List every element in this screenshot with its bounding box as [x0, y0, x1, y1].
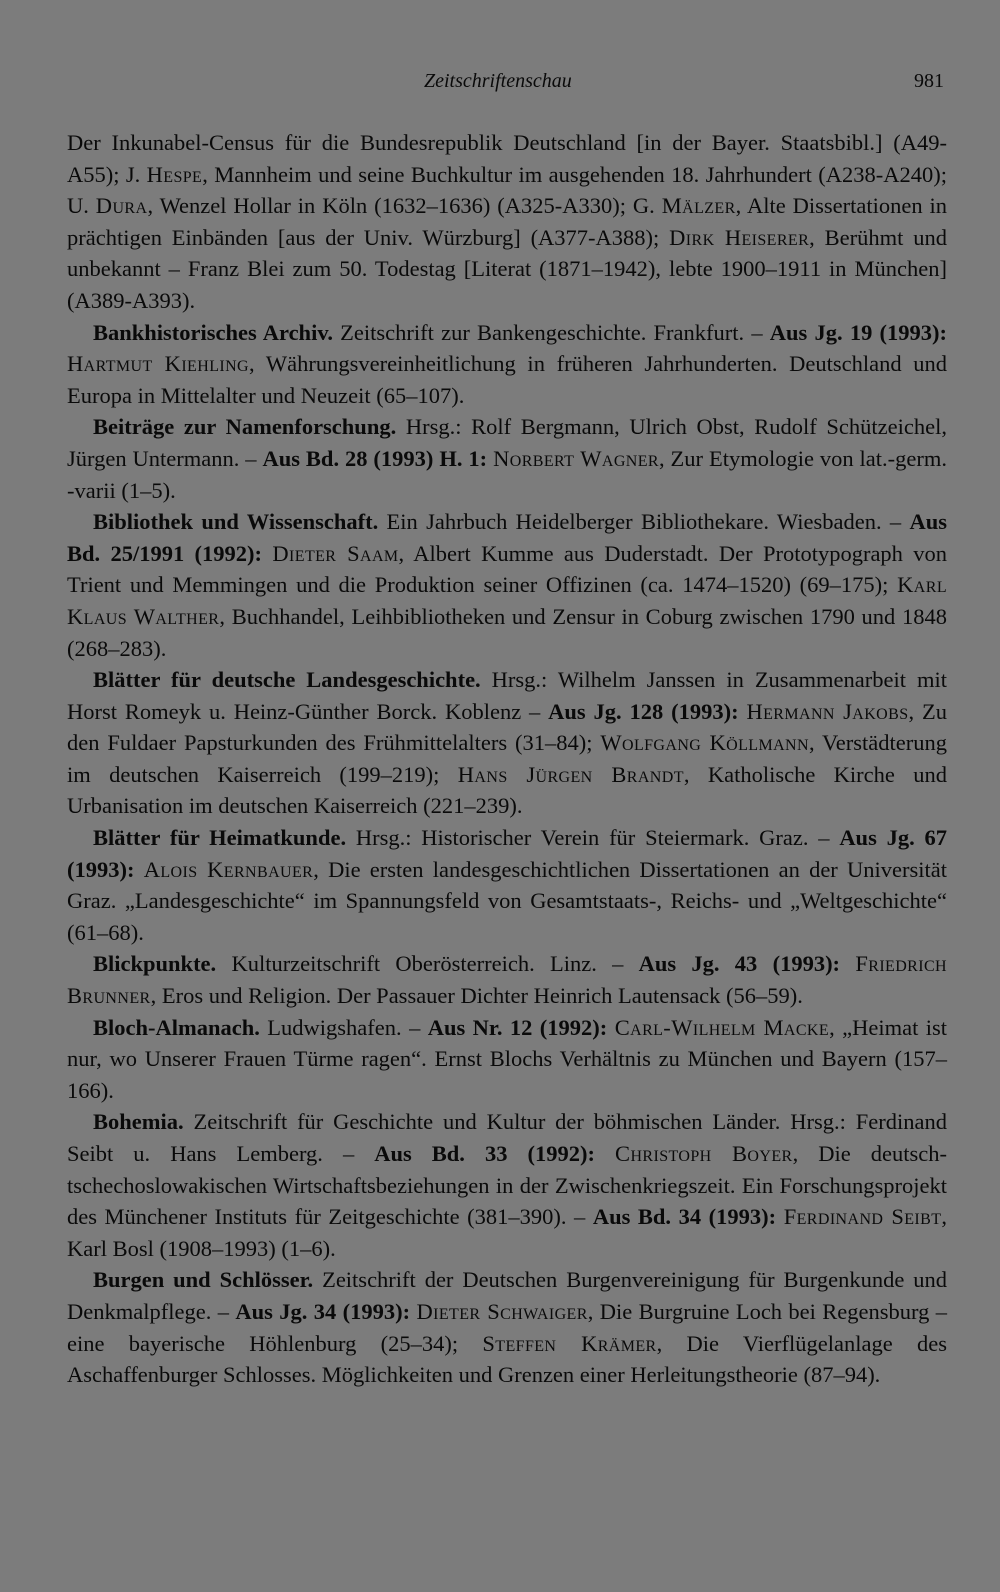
- author-name: Dieter Schwaiger: [416, 1298, 588, 1324]
- journal-entry: [67, 664, 947, 822]
- journal-title-bold: Aus Nr. 12 (1992):: [427, 1014, 608, 1040]
- journal-entry: [67, 506, 947, 664]
- entry-text: Hrsg.: Rolf Bergmann, Ulrich Obst, Rudolf Schützeichel, Jürgen Untermann. –: [67, 414, 947, 471]
- author-name: Steffen Krämer: [482, 1330, 657, 1356]
- author-name: Dura: [95, 193, 148, 219]
- journal-title-bold: Aus Bd. 28 (1993) H. 1:: [262, 445, 488, 471]
- running-head: [0, 70, 1000, 106]
- entry-text: [776, 1204, 784, 1229]
- journal-title-bold: Blickpunkte.: [93, 951, 217, 977]
- entry-text: , Katholische Kirche und Urbanisation im deutschen Kaiserreich (221–239).: [67, 761, 947, 819]
- journal-title-bold: Aus Jg. 19 (1993):: [769, 319, 948, 345]
- entry-text: Hrsg.: Wilhelm Janssen in Zusammenarbeit mit Horst Romeyk u. Heinz-Günther Borck. Koblenz –: [67, 667, 947, 724]
- entry-text: , Zur Etymologie von lat.-germ. -varii (1–5).: [67, 445, 948, 503]
- author-name: Ferdinand Seibt: [783, 1204, 942, 1230]
- entry-text: , Währungsvereinheitlichung in früheren Jahrhunderten. Deutschland und Europa in Mittelalter und Neuzeit (65–107).: [67, 351, 948, 408]
- author-name: Hartmut Kiehling: [67, 351, 250, 377]
- entry-text: Zeitschrift zur Bankengeschichte. Frankfurt. –: [332, 319, 770, 345]
- running-title: Zeitschriftenschau: [424, 70, 572, 92]
- journal-title-bold: Blätter für deutsche Landesgeschichte.: [93, 667, 481, 693]
- entry-text: , Die Vierflügelanlage des Aschaffenburger Schlosses. Möglichkeiten und Grenzen einer Herleitungstheorie (87–94).: [67, 1330, 948, 1388]
- entry-text: , „Heimat ist nur, wo Unserer Frauen Türme ragen“. Ernst Blochs Verhältnis zu München und Bayern (157–166).: [67, 1014, 947, 1103]
- entry-text: [134, 857, 143, 882]
- author-name: Karl Klaus Walther: [67, 572, 947, 629]
- entry-text: , Mannheim und seine Buchkultur im ausgehenden 18. Jahrhundert (A238-A240); U.: [67, 161, 947, 219]
- journal-entry: [67, 411, 947, 506]
- author-name: Dieter Saam: [272, 540, 399, 566]
- journal-title-bold: Bloch-Almanach.: [93, 1014, 260, 1040]
- entry-text: , Wenzel Hollar in Köln (1632–1636) (A325-A330); G.: [147, 193, 662, 219]
- journal-title-bold: Beiträge zur Namenforschung.: [93, 414, 397, 440]
- entry-text: , Albert Kumme aus Duderstadt. Der Prototypograph von Trient und Memmingen und die Produktion seiner Offizinen (ca. 1474–1520) (69–175);: [67, 540, 948, 598]
- entry-text: [595, 1141, 615, 1166]
- entry-text: , Verstädterung im deutschen Kaiserreich (199–219);: [67, 730, 947, 787]
- author-name: Mälzer: [661, 193, 736, 219]
- entry-text: , Berühmt und unbekannt – Franz Blei zum 50. Todestag [Literat (1871–1942), lebte 1900–1911 in München] (A389-A393).: [67, 224, 947, 313]
- entry-text: , Zu den Fuldaer Papsturkunden des Frühmittelalters (31–84);: [67, 698, 947, 756]
- entry-text: , Eros und Religion. Der Passauer Dichter Heinrich Lautensack (56–59).: [150, 983, 803, 1009]
- page-number: 981: [914, 70, 944, 92]
- journal-entry: [67, 1012, 947, 1107]
- entry-text: , Die Burgruine Loch bei Regensburg – eine bayerische Höhlenburg (25–34);: [67, 1298, 947, 1356]
- entry-text: Der Inkunabel-Census für die Bundesrepublik Deutschland [in der Bayer. Staatsbibl.] (A49-A55); J.: [67, 130, 947, 187]
- entry-text: [262, 541, 272, 566]
- entry-text: Zeitschrift der Deutschen Burgenvereinigung für Burgenkunde und Denkmalpflege. –: [67, 1267, 948, 1324]
- journal-title-bold: Aus Bd. 34 (1993):: [592, 1204, 777, 1230]
- author-name: Christoph Boyer: [615, 1141, 793, 1166]
- author-name: Hans Jürgen Brandt: [457, 761, 684, 787]
- entry-text: Ein Jahrbuch Heidelberger Bibliothekare. Wiesbaden. –: [378, 509, 910, 535]
- journal-title-bold: Aus Jg. 34 (1993):: [235, 1298, 411, 1324]
- entry-text: , Karl Bosl (1908–1993) (1–6).: [67, 1204, 947, 1261]
- journal-entry: [67, 1264, 947, 1390]
- journal-entry: [67, 317, 947, 412]
- journal-entry: [67, 127, 947, 317]
- entry-text: , Die ersten landesgeschichtlichen Dissertationen an der Universität Graz. „Landesgeschichte“ im Spannungsfeld von Gesamtstaats-, Reichs- und „Weltgeschichte“ (61–68).: [67, 856, 948, 945]
- entry-text: Zeitschrift für Geschichte und Kultur der böhmischen Länder. Hrsg.: Ferdinand Seibt u. Hans Lemberg. –: [67, 1109, 947, 1166]
- entry-text: Kulturzeitschrift Oberösterreich. Linz. –: [216, 951, 639, 977]
- journal-entry: [67, 948, 947, 1011]
- journal-title-bold: Burgen und Schlösser.: [93, 1267, 314, 1293]
- journal-title-bold: Aus Jg. 128 (1993):: [548, 698, 739, 724]
- entry-text: [607, 1015, 614, 1040]
- entry-text: [840, 951, 855, 976]
- author-name: Norbert Wagner: [493, 445, 659, 471]
- author-name: Wolfgang Köllmann: [600, 730, 809, 756]
- journal-title-bold: Aus Jg. 43 (1993):: [638, 951, 841, 977]
- author-name: Hespe: [146, 161, 203, 187]
- author-name: Friedrich Brunner: [67, 951, 948, 1009]
- entry-text: , Alte Dissertationen in prächtigen Einbänden [aus der Univ. Würzburg] (A377-A388);: [67, 193, 947, 250]
- author-name: Carl-Wilhelm Macke: [614, 1014, 830, 1040]
- entry-text: Ludwigshafen. –: [259, 1014, 428, 1040]
- entry-text: , Die deutsch-tschechoslowakischen Wirtschaftsbeziehungen in der Zwischenkriegszeit. Ein Forschungsprojekt des Münchener Instituts für Zeitgeschichte (381–390). –: [67, 1141, 947, 1230]
- entry-text: , Buchhandel, Leihbibliotheken und Zensur in Coburg zwischen 1790 und 1848 (268–283).: [67, 603, 947, 661]
- author-name: Hermann Jakobs: [746, 698, 909, 724]
- journal-entry: [67, 822, 947, 948]
- journal-entry: [67, 1106, 947, 1264]
- journal-title-bold: Aus Jg. 67 (1993):: [67, 825, 947, 882]
- journal-title-bold: Bohemia.: [93, 1109, 184, 1135]
- author-name: Dirk Heiserer: [669, 224, 810, 250]
- journal-title-bold: Bankhistorisches Archiv.: [93, 319, 333, 345]
- author-name: Alois Kernbauer: [143, 856, 314, 882]
- journal-title-bold: Blätter für Heimatkunde.: [93, 825, 347, 851]
- journal-title-bold: Bibliothek und Wissenschaft.: [93, 509, 379, 535]
- journal-title-bold: Aus Bd. 25/1991 (1992):: [67, 509, 948, 566]
- journal-title-bold: Aus Bd. 33 (1992):: [374, 1141, 595, 1166]
- journal-review-list: [67, 127, 947, 1391]
- entry-text: Hrsg.: Historischer Verein für Steiermark. Graz. –: [346, 825, 840, 851]
